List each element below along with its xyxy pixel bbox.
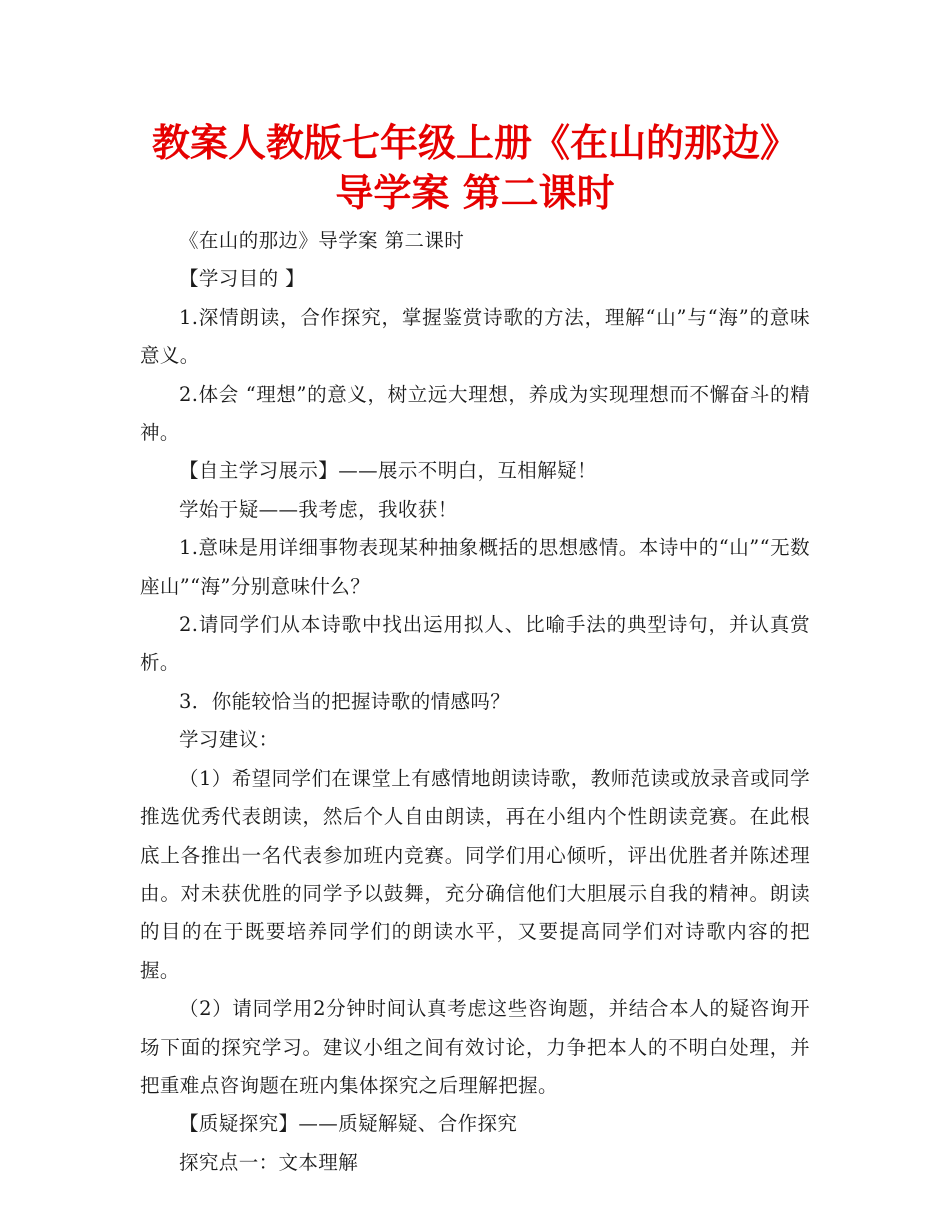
study-advice-item-1: （1）希望同学们在课堂上有感情地朗读诗歌，教师范读或放录音或同学推选优秀代表朗读，然后个人自由朗读，再在小组内个性朗读竞赛。在此根底上各推出一名代表参加班内竞赛。同学们用心倾听，评出优胜者并陈述理由。对未获优胜的同学予以鼓舞，充分确信他们大胆展示自我的精神。朗读的目的在于既要培养同学们的朗读水平，又要提高同学们对诗歌内容的把握。 <box>140 766 810 982</box>
objective-item-2: 2.体会 “理想”的意义，树立远大理想，养成为实现理想而不懈奋斗的精神。 <box>140 382 810 445</box>
study-advice-heading: 学习建议： <box>179 728 279 752</box>
question-item-2: 2.请同学们从本诗歌中找出运用拟人、比喻手法的典型诗句，并认真赏析。 <box>140 613 810 675</box>
section-heading-self-study: 【自主学习展示】——展示不明白，互相解疑！ <box>179 459 597 483</box>
self-study-intro: 学始于疑——我考虑，我收获！ <box>179 497 458 521</box>
objective-item-1: 1.深情朗读，合作探究，掌握鉴赏诗歌的方法，理解“山”与“海”的意味意义。 <box>140 305 810 368</box>
document-title: 教案人教版七年级上册《在山的那边》导学案 第二课时 <box>151 121 798 215</box>
section-heading-inquiry: 【质疑探究】——质疑解疑、合作探究 <box>179 1112 518 1136</box>
study-advice-item-2: （2）请同学用2分钟时间认真考虑这些咨询题，并结合本人的疑咨询开场下面的探究学习。建议小组之间有效讨论，力争把本人的不明白处理，并把重难点咨询题在班内集体探究之后理解把握。 <box>140 997 810 1097</box>
inquiry-point-1: 探究点一：文本理解 <box>179 1150 359 1174</box>
subtitle-paragraph: 《在山的那边》导学案 第二课时 <box>179 229 465 252</box>
section-heading-objectives: 【学习目的 】 <box>179 267 305 291</box>
question-item-1: 1.意味是用详细事物表现某种抽象概括的思想感情。本诗中的“山”“无数座山”“海”分别意味什么？ <box>140 536 810 598</box>
document-body <box>140 222 810 1182</box>
question-item-3: 3．你能较恰当的把握诗歌的情感吗？ <box>179 689 511 713</box>
